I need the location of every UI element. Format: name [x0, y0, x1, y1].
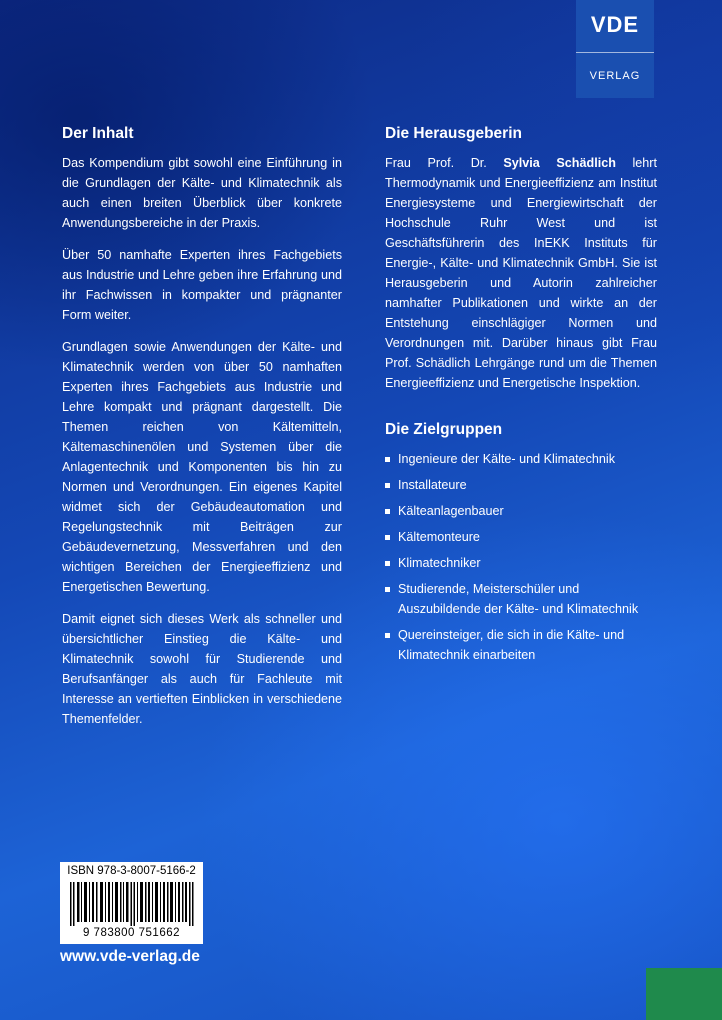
- target-groups-list: [385, 449, 657, 665]
- list-item: Kälteanlagenbauer: [385, 501, 657, 521]
- content-paragraph-3: Grundlagen sowie Anwendungen der Kälte- und Klimatechnik werden von über 50 namhaften Experten ihres Fachgebiets aus Industrie und Lehre kompakt und prägnant dargestellt. Die Themen reichen von Kältemitteln, Kältemaschinenölen und Systemen über die Anlagentechnik und Komponenten bis hin zu Normen und Verordnungen. Ein eigenes Kapitel widmet sich der Gebäudeautomation und Regelungstechnik mit Beiträgen zur Gebäudevernetzung, Messverfahren und den wichtigen Bereichen der Energieeffizienz und Energetischen Bewertung.: [62, 340, 342, 594]
- website-link[interactable]: www.vde-verlag.de: [60, 948, 200, 965]
- content-paragraph-2: Über 50 namhafte Experten ihres Fachgebiets aus Industrie und Lehre geben ihre Erfahrung und ihr Fachwissen in kompakter und prägnanter Form weiter.: [62, 248, 342, 322]
- editor-column: [385, 125, 657, 671]
- editor-heading: Die Herausgeberin: [385, 125, 522, 142]
- target-groups-section: [385, 421, 657, 665]
- bio-text: lehrt Thermodynamik und Energieeffizienz am Institut Energiesysteme und Energiewirtschaft der Hochschule Ruhr West und ist Geschäftsführerin des InEKK Instituts für Energie-, Kälte- und Klimatechnik GmbH. Sie ist Herausgeberin und Autorin zahlreicher namhafter Publikationen und wirkte an der Entstehung einschlägiger Normen und Verordnungen mit. Darüber hinaus gibt Frau Prof. Schädlich Lehrgänge rund um die Themen Energieeffizienz und Energetische Inspektion.: [385, 156, 657, 390]
- editor-bio: [385, 153, 657, 393]
- list-item: Installateure: [385, 475, 657, 495]
- target-groups-heading: Die Zielgruppen: [385, 421, 503, 438]
- logo-subtitle: VERLAG: [589, 70, 641, 82]
- editor-name: Sylvia Schädlich: [503, 156, 616, 170]
- vde-verlag-logo: [576, 0, 654, 98]
- list-item: Studierende, Meisterschüler und Auszubildende der Kälte- und Klimatechnik: [385, 579, 657, 619]
- content-column: [62, 125, 342, 741]
- bio-prefix: Frau Prof. Dr.: [385, 156, 504, 170]
- list-item: Quereinsteiger, die sich in die Kälte- und Klimatechnik einarbeiten: [385, 625, 657, 665]
- logo-brand: VDE: [590, 12, 640, 37]
- list-item: Ingenieure der Kälte- und Klimatechnik: [385, 449, 657, 469]
- barcode-bars-icon: [70, 882, 194, 926]
- content-heading: Der Inhalt: [62, 125, 134, 142]
- content-paragraph-4: Damit eignet sich dieses Werk als schneller und übersichtlicher Einstieg die Kälte- und Klimatechnik sowohl für Studierende und Berufsanfänger als auch für Fachleute mit Interesse an vertieften Einblicken in verschiedene Themenfelder.: [62, 612, 342, 726]
- list-item: Kältemonteure: [385, 527, 657, 547]
- isbn-number: ISBN 978-3-8007-5166-2: [67, 865, 196, 877]
- logo-divider: [576, 52, 654, 53]
- green-accent-block: [646, 968, 722, 1020]
- ean-digits: 9 783800 751662: [82, 927, 181, 939]
- list-item: Klimatechniker: [385, 553, 657, 573]
- content-paragraph-1: Das Kompendium gibt sowohl eine Einführung in die Grundlagen der Kälte- und Klimatechnik als auch einen breiten Überblick über konkrete Anwendungsbereiche in der Praxis.: [62, 156, 342, 230]
- isbn-barcode: [60, 862, 203, 944]
